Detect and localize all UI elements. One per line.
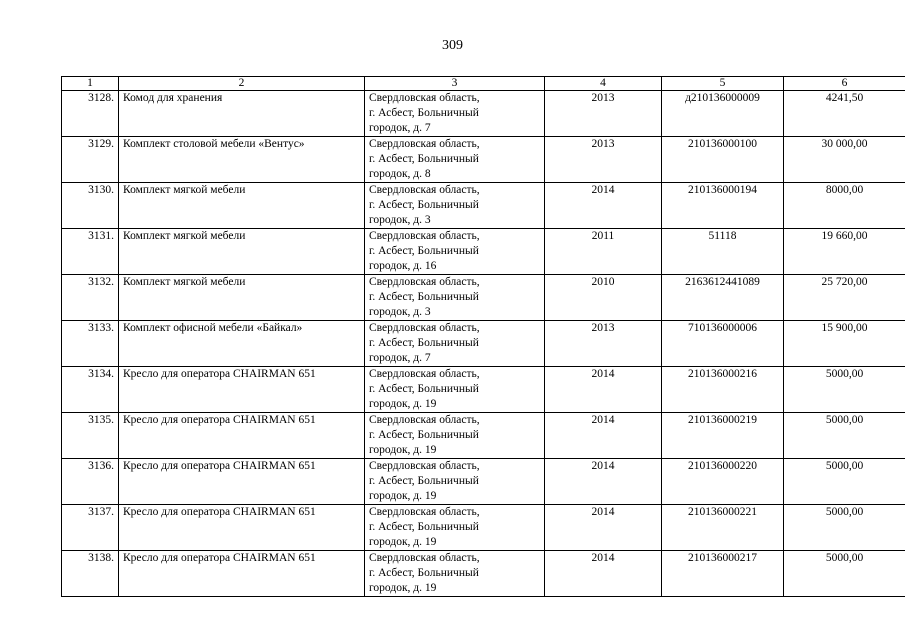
address-cell (365, 229, 545, 275)
address-cell (365, 91, 545, 137)
table-row (62, 367, 905, 413)
year-cell: 2010 (545, 275, 662, 321)
address-line: городок, д. 19 (369, 490, 437, 502)
address-line: городок, д. 19 (369, 398, 437, 410)
cost-cell: 25 720,00 (784, 275, 905, 321)
year-cell: 2014 (545, 367, 662, 413)
address-line: г. Асбест, Больничный (369, 291, 479, 303)
table-row (62, 137, 905, 183)
item-name-cell: Комплект столовой мебели «Вентус» (119, 137, 365, 183)
row-number-cell: 3131. (62, 229, 119, 275)
address-line: городок, д. 19 (369, 536, 437, 548)
table-row (62, 91, 905, 137)
address-line: городок, д. 19 (369, 444, 437, 456)
inventory-number-cell: 51118 (662, 229, 784, 275)
column-header: 4 (545, 77, 662, 91)
year-cell: 2013 (545, 321, 662, 367)
address-line: Свердловская область, (369, 276, 480, 288)
inventory-number-cell: 210136000216 (662, 367, 784, 413)
table-body (62, 91, 905, 597)
address-line: г. Асбест, Больничный (369, 199, 479, 211)
address-line: городок, д. 7 (369, 122, 431, 134)
inventory-number-cell: 210136000217 (662, 551, 784, 597)
address-cell (365, 551, 545, 597)
year-cell: 2011 (545, 229, 662, 275)
address-line: г. Асбест, Больничный (369, 475, 479, 487)
column-header: 6 (784, 77, 905, 91)
item-name-cell: Комплект мягкой мебели (119, 229, 365, 275)
address-line: Свердловская область, (369, 322, 480, 334)
column-header: 2 (119, 77, 365, 91)
address-line: г. Асбест, Больничный (369, 107, 479, 119)
cost-cell: 5000,00 (784, 413, 905, 459)
address-line: Свердловская область, (369, 184, 480, 196)
table-row (62, 229, 905, 275)
inventory-number-cell: д210136000009 (662, 91, 784, 137)
address-cell (365, 137, 545, 183)
address-line: Свердловская область, (369, 552, 480, 564)
cost-cell: 5000,00 (784, 551, 905, 597)
column-header: 3 (365, 77, 545, 91)
item-name-cell: Кресло для оператора CHAIRMAN 651 (119, 551, 365, 597)
item-name-cell: Кресло для оператора CHAIRMAN 651 (119, 505, 365, 551)
inventory-number-cell: 2163612441089 (662, 275, 784, 321)
address-line: Свердловская область, (369, 414, 480, 426)
address-line: г. Асбест, Больничный (369, 383, 479, 395)
year-cell: 2013 (545, 137, 662, 183)
item-name-cell: Комплект мягкой мебели (119, 275, 365, 321)
cost-cell: 5000,00 (784, 367, 905, 413)
address-cell (365, 413, 545, 459)
address-cell (365, 321, 545, 367)
year-cell: 2014 (545, 505, 662, 551)
address-line: г. Асбест, Больничный (369, 337, 479, 349)
row-number-cell: 3130. (62, 183, 119, 229)
item-name-cell: Комод для хранения (119, 91, 365, 137)
row-number-cell: 3132. (62, 275, 119, 321)
address-line: Свердловская область, (369, 230, 480, 242)
year-cell: 2014 (545, 183, 662, 229)
year-cell: 2014 (545, 459, 662, 505)
address-line: городок, д. 16 (369, 260, 437, 272)
address-cell (365, 183, 545, 229)
row-number-cell: 3138. (62, 551, 119, 597)
address-line: Свердловская область, (369, 506, 480, 518)
row-number-cell: 3137. (62, 505, 119, 551)
column-header: 5 (662, 77, 784, 91)
address-line: Свердловская область, (369, 368, 480, 380)
address-line: городок, д. 19 (369, 582, 437, 594)
item-name-cell: Кресло для оператора CHAIRMAN 651 (119, 367, 365, 413)
row-number-cell: 3133. (62, 321, 119, 367)
address-line: г. Асбест, Больничный (369, 567, 479, 579)
address-cell (365, 367, 545, 413)
table-row (62, 413, 905, 459)
address-line: городок, д. 3 (369, 214, 431, 226)
table-row (62, 183, 905, 229)
cost-cell: 4241,50 (784, 91, 905, 137)
cost-cell: 15 900,00 (784, 321, 905, 367)
address-line: городок, д. 8 (369, 168, 431, 180)
row-number-cell: 3129. (62, 137, 119, 183)
address-cell (365, 505, 545, 551)
row-number-cell: 3136. (62, 459, 119, 505)
table-row (62, 275, 905, 321)
address-line: городок, д. 7 (369, 352, 431, 364)
address-line: Свердловская область, (369, 460, 480, 472)
cost-cell: 8000,00 (784, 183, 905, 229)
year-cell: 2014 (545, 413, 662, 459)
address-line: г. Асбест, Больничный (369, 153, 479, 165)
inventory-number-cell: 210136000100 (662, 137, 784, 183)
row-number-cell: 3134. (62, 367, 119, 413)
address-line: г. Асбест, Больничный (369, 429, 479, 441)
year-cell: 2013 (545, 91, 662, 137)
row-number-cell: 3128. (62, 91, 119, 137)
item-name-cell: Кресло для оператора CHAIRMAN 651 (119, 413, 365, 459)
cost-cell: 5000,00 (784, 459, 905, 505)
inventory-number-cell: 210136000219 (662, 413, 784, 459)
table-header-row (62, 77, 905, 91)
inventory-number-cell: 210136000220 (662, 459, 784, 505)
address-cell (365, 459, 545, 505)
item-name-cell: Комплект мягкой мебели (119, 183, 365, 229)
table-row (62, 321, 905, 367)
address-line: Свердловская область, (369, 92, 480, 104)
year-cell: 2014 (545, 551, 662, 597)
asset-table (61, 76, 905, 597)
row-number-cell: 3135. (62, 413, 119, 459)
address-line: городок, д. 3 (369, 306, 431, 318)
address-cell (365, 275, 545, 321)
item-name-cell: Кресло для оператора CHAIRMAN 651 (119, 459, 365, 505)
address-line: г. Асбест, Больничный (369, 245, 479, 257)
address-line: г. Асбест, Больничный (369, 521, 479, 533)
inventory-number-cell: 710136000006 (662, 321, 784, 367)
cost-cell: 19 660,00 (784, 229, 905, 275)
page-number: 309 (442, 38, 463, 53)
address-line: Свердловская область, (369, 138, 480, 150)
table-row (62, 459, 905, 505)
cost-cell: 30 000,00 (784, 137, 905, 183)
table-row (62, 505, 905, 551)
column-header: 1 (62, 77, 119, 91)
inventory-number-cell: 210136000221 (662, 505, 784, 551)
cost-cell: 5000,00 (784, 505, 905, 551)
inventory-number-cell: 210136000194 (662, 183, 784, 229)
item-name-cell: Комплект офисной мебели «Байкал» (119, 321, 365, 367)
table-row (62, 551, 905, 597)
